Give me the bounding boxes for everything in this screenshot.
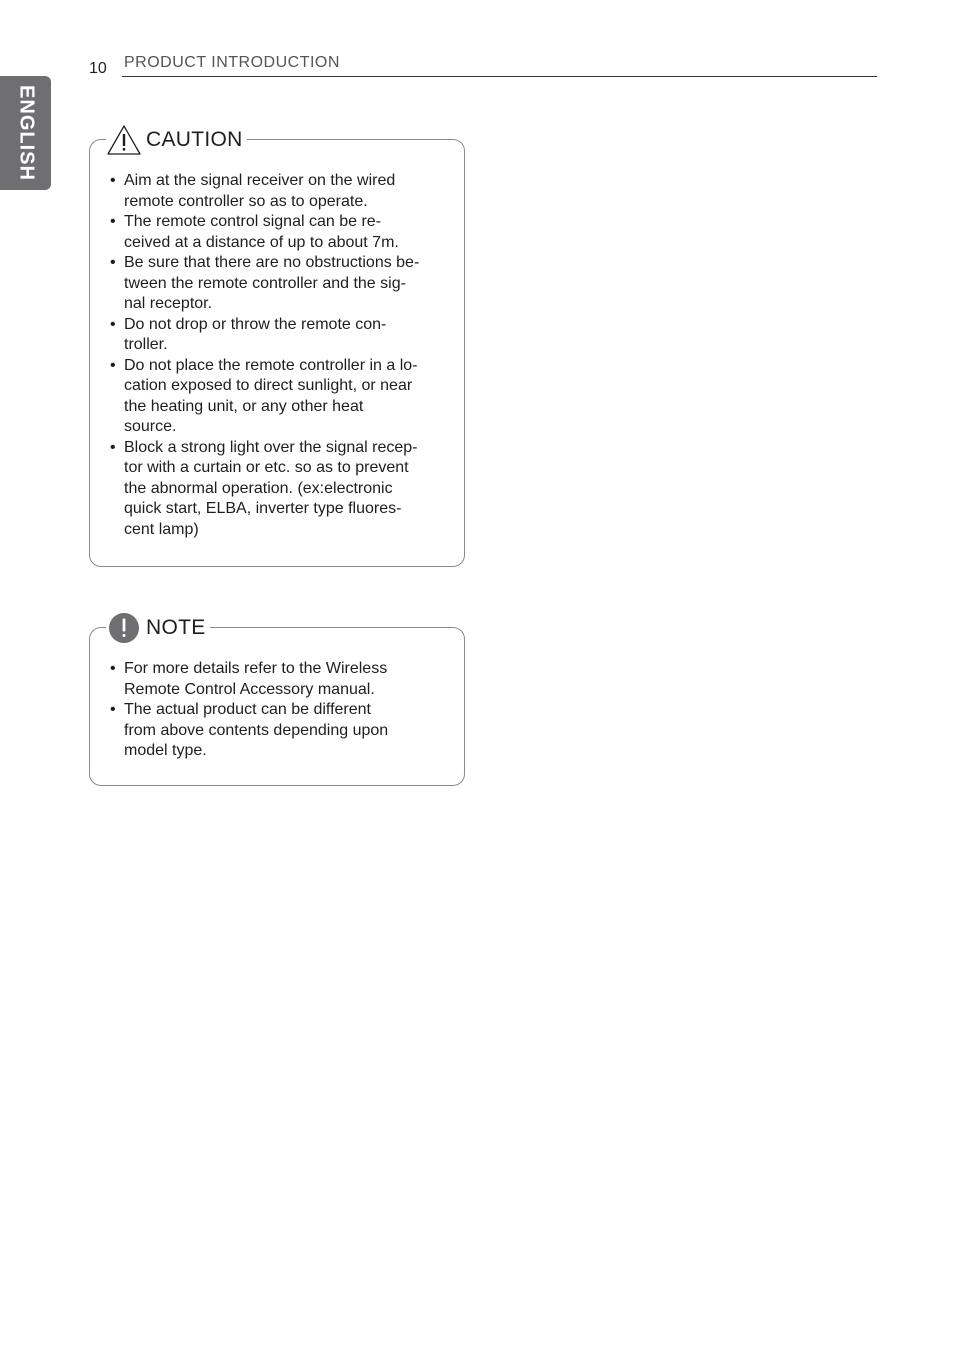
header-rule — [122, 76, 877, 77]
caution-item: • Do not place the remote controller in a lo- cation exposed to direct sunlight, or near the heating unit, or any other heat source. — [110, 356, 418, 435]
caution-item: • Aim at the signal receiver on the wired remote controller so as to operate. — [110, 172, 396, 210]
note-label — [106, 611, 210, 645]
caution-item: • The remote control signal can be re- ceived at a distance of up to about 7m. — [110, 213, 399, 251]
language-tab-label: ENGLISH — [15, 85, 38, 181]
section-title: PRODUCT INTRODUCTION — [124, 54, 340, 71]
page-number: 10 — [89, 60, 107, 77]
caution-item: • Block a strong light over the signal recep- tor with a curtain or etc. so as to prevent the abnormal operation. (ex:electronic quick start, ELBA, inverter type fluores- cent lamp) — [110, 438, 418, 538]
caution-title: CAUTION — [146, 128, 243, 151]
note-list — [110, 659, 450, 762]
language-tab — [0, 76, 51, 190]
note-box — [89, 616, 465, 786]
note-item: • The actual product can be different from above contents depending upon model type. — [110, 701, 389, 759]
note-title: NOTE — [146, 616, 206, 639]
caution-list — [110, 171, 450, 540]
caution-item: • Be sure that there are no obstructions be- tween the remote controller and the sig- nal receptor. — [110, 254, 420, 312]
caution-item: • Do not drop or throw the remote con- troller. — [110, 315, 387, 353]
caution-box — [89, 128, 465, 567]
warning-triangle-icon — [106, 124, 142, 156]
exclamation-circle-icon — [106, 612, 142, 644]
note-item: • For more details refer to the Wireless Remote Control Accessory manual. — [110, 660, 388, 698]
caution-label — [106, 123, 247, 157]
